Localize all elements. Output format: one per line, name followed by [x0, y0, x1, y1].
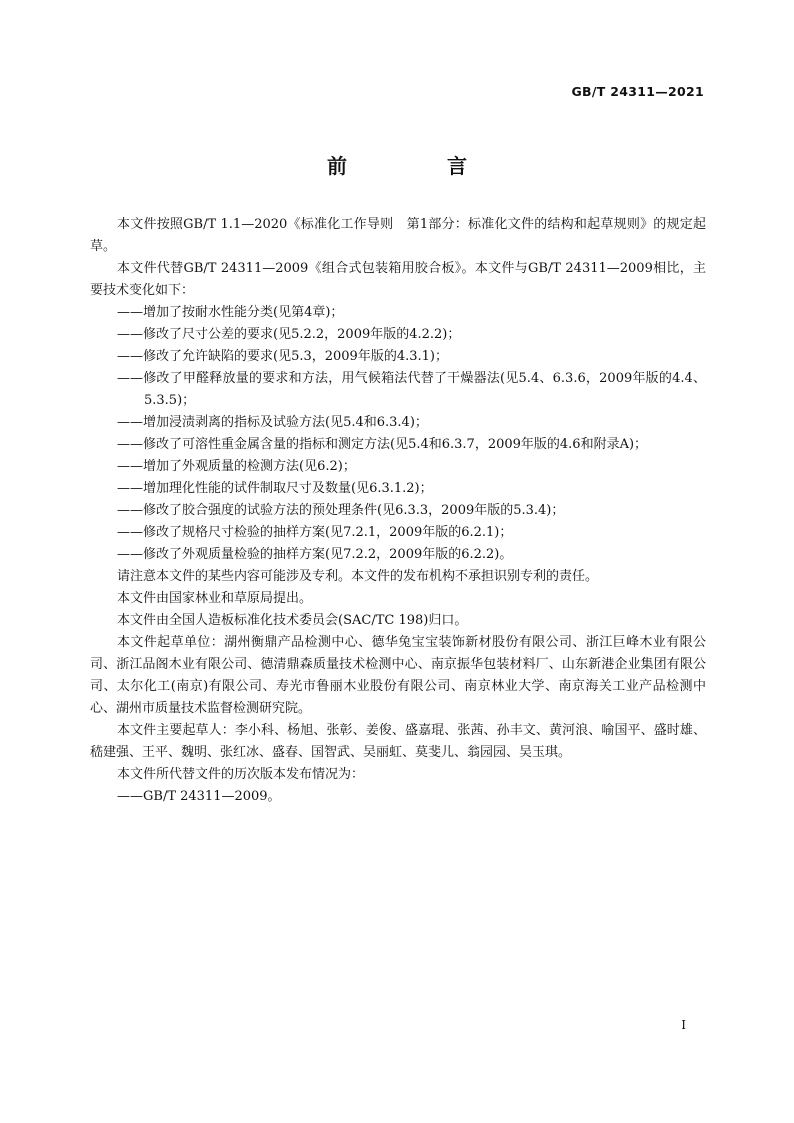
drafters: 本文件主要起草人：李小科、杨旭、张彰、姜俊、盛嘉琨、张茜、孙丰文、黄河浪、喻国平、盛时雄、嵇建强、王平、魏明、张红冰、盛春、国智武、吴丽虹、莫斐儿、翁园园、吴玉琪。: [90, 723, 706, 760]
standard-code: GB/T 24311—2021: [571, 84, 704, 99]
paragraph: 本文件按照GB/T 1.1—2020《标准化工作导则 第1部分：标准化文件的结构和起草规则》的规定起草。: [90, 217, 706, 254]
committee-statement: 本文件由全国人造板标准化技术委员会(SAC/TC 198)归口。: [117, 613, 468, 628]
change-item: ——修改了胶合强度的试验方法的预处理条件(见6.3.3，2009年版的5.3.4)；: [117, 503, 565, 518]
change-item: ——修改了甲醛释放量的要求和方法，用气候箱法代替了干燥器法(见5.4、6.3.6，2009年版的4.4、5.3.5)；: [117, 371, 706, 408]
change-item: ——修改了允许缺陷的要求(见5.3，2009年版的4.3.1)；: [117, 349, 448, 364]
version-history-heading: 本文件所代替文件的历次版本发布情况为：: [117, 767, 365, 782]
paragraph: 本文件代替GB/T 24311—2009《组合式包装箱用胶合板》。本文件与GB/T 24311—2009相比，主要技术变化如下：: [90, 261, 706, 298]
change-item: ——增加了外观质量的检测方法(见6.2)；: [117, 459, 356, 474]
patent-notice: 请注意本文件的某些内容可能涉及专利。本文件的发布机构不承担识别专利的责任。: [117, 569, 599, 584]
change-item: ——修改了尺寸公差的要求(见5.2.2，2009年版的4.2.2)；: [117, 327, 461, 342]
page-number: I: [681, 1018, 686, 1032]
drafting-organizations: 本文件起草单位：湖州衡鼎产品检测中心、德华兔宝宝装饰新材股份有限公司、浙江巨峰木业有限公司、浙江品阁木业有限公司、德清鼎森质量技术检测中心、南京振华包装材料厂、山东新港企业集团有限公司、太尔化工(南京)有限公司、寿光市鲁丽木业股份有限公司、南京林业大学、南京海关工业产品检测中心、湖州市质量技术监督检测研究院。: [90, 635, 706, 716]
version-history-item: ——GB/T 24311—2009。: [117, 789, 281, 804]
change-item: ——增加理化性能的试件制取尺寸及数量(见6.3.1.2)；: [117, 481, 433, 496]
change-item: ——修改了外观质量检验的抽样方案(见7.2.2，2009年版的6.2.2)。: [117, 547, 513, 562]
change-item: ——修改了规格尺寸检验的抽样方案(见7.2.1，2009年版的6.2.1)；: [117, 525, 513, 540]
change-item: ——增加浸渍剥离的指标及试验方法(见5.4和6.3.4)；: [117, 415, 428, 430]
page-title: 前 言: [327, 154, 507, 178]
foreword-body: [90, 214, 706, 808]
change-item: ——增加了按耐水性能分类(见第4章)；: [117, 305, 344, 320]
change-item: ——修改了可溶性重金属含量的指标和测定方法(见5.4和6.3.7，2009年版的4.6和附录A)；: [117, 437, 648, 452]
proposer-statement: 本文件由国家林业和草原局提出。: [117, 591, 313, 606]
